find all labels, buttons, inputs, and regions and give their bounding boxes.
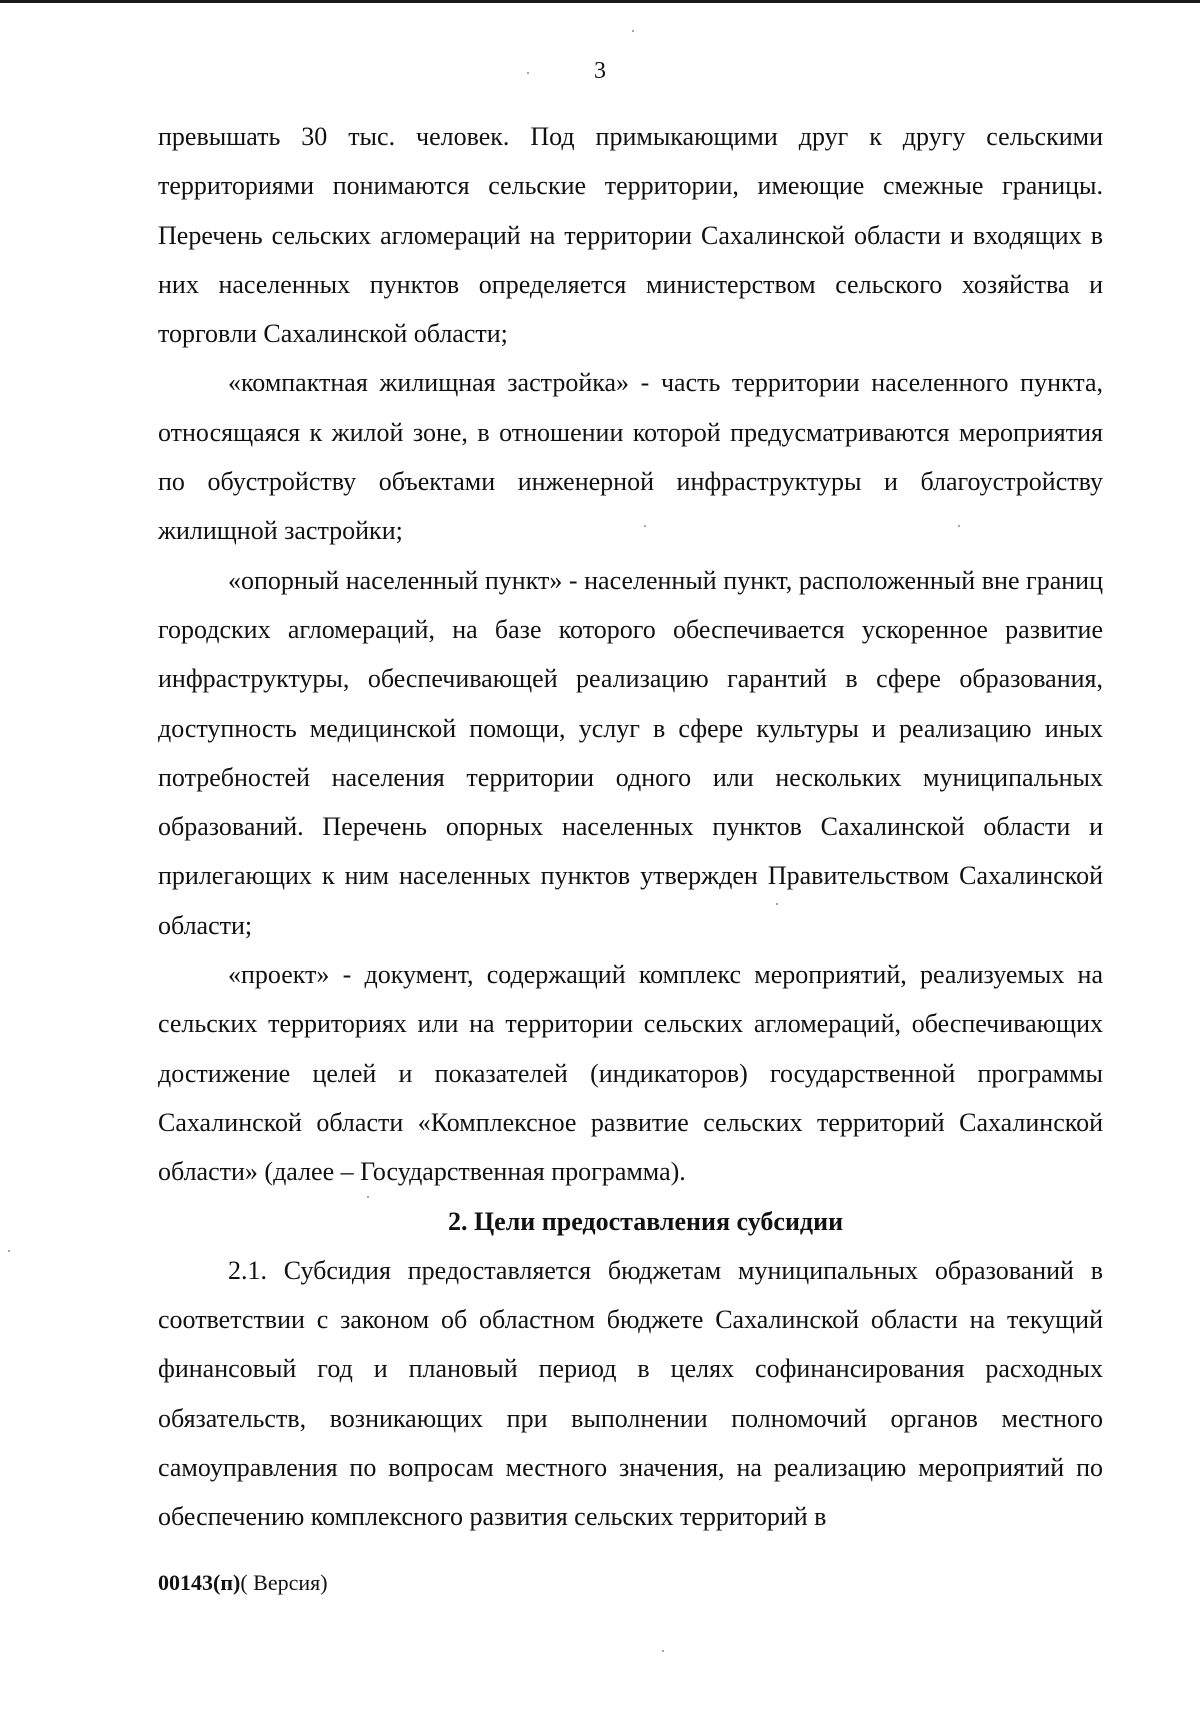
document-body bbox=[158, 112, 1103, 1542]
version-label: ( Версия) bbox=[240, 1570, 328, 1595]
section-heading-subsidy-goals: 2. Цели предоставления субсидии bbox=[447, 1206, 844, 1236]
document-footer-code bbox=[158, 1570, 328, 1596]
scan-speck bbox=[776, 903, 778, 905]
scan-speck bbox=[662, 1650, 664, 1652]
top-scan-border bbox=[0, 0, 1200, 3]
scan-speck bbox=[367, 1196, 369, 1198]
scan-speck bbox=[958, 525, 960, 527]
paragraph-2-1: 2.1. Субсидия предоставляется бюджетам муниципальных образований в соответствии с законом об областном бюджете Сахалинской области на текущий финансовый год и плановый период в целях софинансирования расходных обязательств, возникающих при выполнении полномочий органов местного самоуправления по вопросам местного значения, на реализацию мероприятий по обеспечению комплексного развития сельских территорий в bbox=[158, 1255, 1103, 1532]
scan-speck bbox=[632, 30, 634, 32]
page-number: 3 bbox=[594, 58, 606, 84]
paragraph-agglomeration-continuation: превышать 30 тыс. человек. Под примыкающими друг к другу сельскими территориями понимаются сельские территории, имеющие смежные границы. Перечень сельских агломераций на территории Сахалинской области и входящих в них населенных пунктов определяется министерством сельского хозяйства и торговли Сахалинской области; bbox=[158, 122, 1103, 349]
scan-speck bbox=[527, 72, 529, 74]
paragraph-project: «проект» - документ, содержащий комплекс мероприятий, реализуемых на сельских территориях или на территории сельских агломераций, обеспечивающих достижение целей и показателей (индикаторов) государственной программы Сахалинской области «Комплексное развитие сельских территорий Сахалинской области» (далее – Государственная программа). bbox=[158, 960, 1103, 1187]
paragraph-support-settlement: «опорный населенный пункт» - населенный пункт, расположенный вне границ городских агломераций, на базе которого обеспечивается ускоренное развитие инфраструктуры, обеспечивающей реализацию гарантий в сфере образования, доступность медицинской помощи, услуг в сфере культуры и реализацию иных потребностей населения территории одного или нескольких муниципальных образований. Перечень опорных населенных пунктов Сахалинской области и прилегающих к ним населенных пунктов утвержден Правительством Сахалинской области; bbox=[158, 565, 1103, 940]
scan-speck bbox=[644, 525, 646, 527]
paragraph-compact-housing: «компактная жилищная застройка» - часть территории населенного пункта, относящаяся к жилой зоне, в отношении которой предусматриваются мероприятия по обустройству объектами инженерной инфраструктуры и благоустройству жилищной застройки; bbox=[158, 368, 1103, 546]
doc-code: 00143(п) bbox=[158, 1570, 241, 1595]
scan-speck bbox=[8, 1250, 10, 1252]
